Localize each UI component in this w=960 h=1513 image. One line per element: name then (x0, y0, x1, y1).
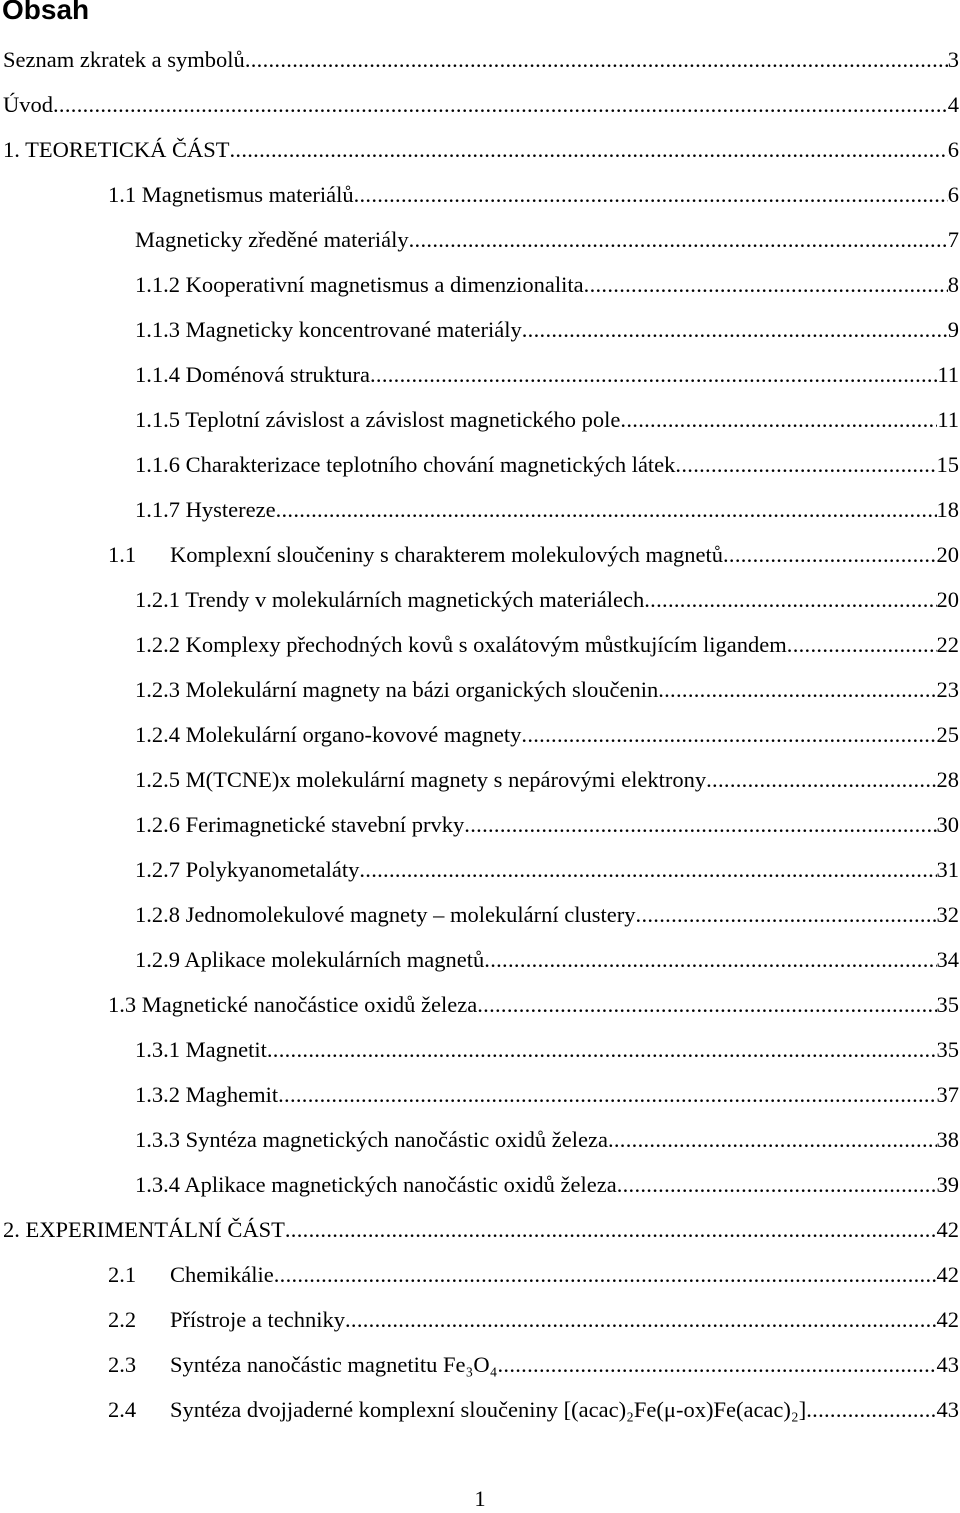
toc-entry-page: 34 (936, 947, 959, 972)
toc-entry-page: 42 (936, 1217, 959, 1242)
toc-entry[interactable] (135, 763, 959, 797)
toc-leader-dots (276, 493, 937, 527)
toc-entry-title: 1.2.5 M(TCNE)x molekulární magnety s nepárovými elektrony (135, 767, 707, 792)
toc-leader-dots (464, 808, 936, 842)
toc-entry-page: 28 (936, 767, 959, 792)
toc-entry-page: 38 (936, 1127, 959, 1152)
toc-leader-dots (723, 538, 937, 572)
toc-entry[interactable] (135, 1078, 959, 1112)
page-number: 1 (474, 1486, 486, 1511)
toc-leader-dots (53, 88, 948, 122)
toc-entry-title: 1.1.6 Charakterizace teplotního chování magnetických látek (135, 452, 676, 477)
toc-entry[interactable] (135, 673, 959, 707)
toc-entry-title: 1.2.2 Komplexy přechodných kovů s oxalátovým můstkujícím ligandem (135, 632, 787, 657)
toc-leader-dots (644, 583, 936, 617)
toc-entry[interactable] (3, 43, 959, 77)
toc-leader-dots (229, 133, 947, 167)
toc-entry-title: Syntéza nanočástic magnetitu Fe₃O₄ (170, 1352, 498, 1377)
toc-entry[interactable] (108, 1258, 959, 1292)
toc-leader-dots (658, 673, 936, 707)
toc-entry-page: 6 (947, 182, 959, 207)
toc-entry-page: 43 (936, 1397, 959, 1422)
toc-leader-dots (285, 1213, 937, 1247)
toc-entry[interactable] (135, 1033, 959, 1067)
toc-leader-dots (617, 1168, 937, 1202)
toc-leader-dots (584, 268, 948, 302)
toc-entry-page: 18 (936, 497, 959, 522)
toc-leader-dots (267, 1033, 937, 1067)
toc-entry[interactable] (135, 808, 959, 842)
toc-leader-dots (787, 628, 937, 662)
toc-entry-title: 1.1 Magnetismus materiálů (108, 182, 354, 207)
toc-entry-page: 23 (936, 677, 959, 702)
toc-leader-dots (484, 943, 936, 977)
toc-entry-page: 42 (936, 1262, 959, 1287)
toc-entry-page: 11 (937, 407, 959, 432)
toc-leader-dots (706, 763, 936, 797)
toc-entry-page: 9 (947, 317, 959, 342)
toc-leader-dots (409, 223, 948, 257)
toc-entry-page: 35 (936, 992, 959, 1017)
toc-entry[interactable] (135, 628, 959, 662)
toc-entry-title: 1.3.3 Syntéza magnetických nanočástic oxidů železa (135, 1127, 608, 1152)
toc-entry-page: 39 (936, 1172, 959, 1197)
toc-entry[interactable] (135, 268, 959, 302)
toc-entry[interactable] (135, 358, 959, 392)
toc-entry[interactable] (135, 313, 959, 347)
toc-entry[interactable] (135, 1123, 959, 1157)
toc-entry-page: 3 (947, 47, 959, 72)
toc-entry[interactable] (135, 223, 959, 257)
toc-entry-title: 1.2.7 Polykyanometaláty (135, 857, 360, 882)
toc-entry-page: 6 (947, 137, 959, 162)
toc-entry-title: 1.1.3 Magneticky koncentrované materiály (135, 317, 522, 342)
toc-leader-dots (521, 718, 936, 752)
toc-entry[interactable] (108, 1393, 959, 1427)
toc-entry[interactable] (135, 853, 959, 887)
toc-entry[interactable] (108, 1348, 959, 1382)
toc-entry[interactable] (108, 538, 959, 572)
toc-entry[interactable] (135, 898, 959, 932)
toc-entry[interactable] (135, 403, 959, 437)
toc-leader-dots (522, 313, 948, 347)
toc-entry-number: 1.1 (108, 542, 137, 567)
toc-entry-title: 1.2.1 Trendy v molekulárních magnetických materiálech (135, 587, 645, 612)
toc-leader-dots (608, 1123, 937, 1157)
toc-entry-page: 43 (936, 1352, 959, 1377)
toc-entry-title: 1.1.5 Teplotní závislost a závislost magnetického pole (135, 407, 621, 432)
toc-entry[interactable] (3, 133, 959, 167)
toc-entry[interactable] (108, 988, 959, 1022)
toc-entry-page: 35 (936, 1037, 959, 1062)
toc-entry-title: 1.1.7 Hystereze (135, 497, 276, 522)
toc-leader-dots (675, 448, 936, 482)
toc-entry-title: 1.1.4 Doménová struktura (135, 362, 370, 387)
toc-entry-page: 7 (947, 227, 959, 252)
toc-entry-page: 25 (936, 722, 959, 747)
toc-entry-title: 1.3 Magnetické nanočástice oxidů železa (108, 992, 478, 1017)
toc-entry[interactable] (3, 1213, 959, 1247)
toc-entry-page: 8 (947, 272, 959, 297)
toc-leader-dots (345, 1303, 937, 1337)
toc-entry-title: Syntéza dvojjaderné komplexní sloučeniny [(acac)₂Fe(μ-ox)Fe(acac)₂] (170, 1397, 807, 1422)
toc-leader-dots (274, 1258, 937, 1292)
toc-entry-title: Magneticky zředěné materiály (135, 227, 409, 252)
toc-entry-title: Komplexní sloučeniny s charakterem molekulových magnetů (170, 542, 723, 567)
toc-entry-title: 1. TEORETICKÁ ČÁST (3, 137, 230, 162)
toc-leader-dots (278, 1078, 936, 1112)
toc-leader-dots (354, 178, 948, 212)
toc-leader-dots (806, 1393, 936, 1427)
toc-entry-page: 30 (936, 812, 959, 837)
toc-entry-title: 1.2.3 Molekulární magnety na bázi organických sloučenin (135, 677, 659, 702)
toc-entry-title: Seznam zkratek a symbolů (3, 47, 245, 72)
toc-entry-number: 2.1 (108, 1262, 137, 1287)
toc-entry-title: 1.2.8 Jednomolekulové magnety – molekulární clustery (135, 902, 636, 927)
toc-entry-page: 37 (936, 1082, 959, 1107)
toc-entry-page: 31 (936, 857, 959, 882)
toc-entry-title: 1.2.4 Molekulární organo-kovové magnety (135, 722, 522, 747)
toc-entry[interactable] (135, 448, 959, 482)
toc-entry-page: 42 (936, 1307, 959, 1332)
page-title: Obsah (2, 0, 90, 25)
toc-entry-title: 1.1.2 Kooperativní magnetismus a dimenzionalita (135, 272, 584, 297)
toc-entry-title: 2. EXPERIMENTÁLNÍ ČÁST (3, 1217, 285, 1242)
toc-entry-title: 1.2.9 Aplikace molekulárních magnetů (135, 947, 485, 972)
toc-leader-dots (477, 988, 936, 1022)
toc-entry-page: 20 (936, 542, 959, 567)
toc-entry-number: 2.3 (108, 1352, 137, 1377)
toc-entry-page: 22 (936, 632, 959, 657)
toc-entry-page: 32 (936, 902, 959, 927)
toc-entry-number: 2.4 (108, 1397, 137, 1422)
toc-entry-title: Chemikálie (170, 1262, 274, 1287)
toc-leader-dots (636, 898, 937, 932)
toc-entry-number: 2.2 (108, 1307, 137, 1332)
toc-leader-dots (359, 853, 936, 887)
toc-entry-page: 11 (937, 362, 959, 387)
toc-entry[interactable] (135, 943, 959, 977)
toc-entry-title: 1.3.4 Aplikace magnetických nanočástic oxidů železa (135, 1172, 617, 1197)
toc-entry-title: 1.2.6 Ferimagnetické stavební prvky (135, 812, 465, 837)
toc-leader-dots (620, 403, 937, 437)
toc-entry-title: 1.3.2 Maghemit (135, 1082, 279, 1107)
toc-entry-title: 1.3.1 Magnetit (135, 1037, 267, 1062)
toc-entry[interactable] (135, 583, 959, 617)
toc-leader-dots (370, 358, 937, 392)
toc-entry-page: 4 (947, 92, 959, 117)
toc-entry[interactable] (108, 178, 959, 212)
toc-entry-page: 20 (936, 587, 959, 612)
toc-leader-dots (245, 43, 948, 77)
toc-entry[interactable] (135, 718, 959, 752)
toc-entry-title: Úvod (3, 92, 53, 117)
toc-entry[interactable] (108, 1303, 959, 1337)
toc-leader-dots (497, 1348, 936, 1382)
toc-entry-page: 15 (936, 452, 959, 477)
toc-entry-title: Přístroje a techniky (170, 1307, 345, 1332)
toc-entry[interactable] (135, 1168, 959, 1202)
toc-entry[interactable] (3, 88, 959, 122)
toc-entry[interactable] (135, 493, 959, 527)
